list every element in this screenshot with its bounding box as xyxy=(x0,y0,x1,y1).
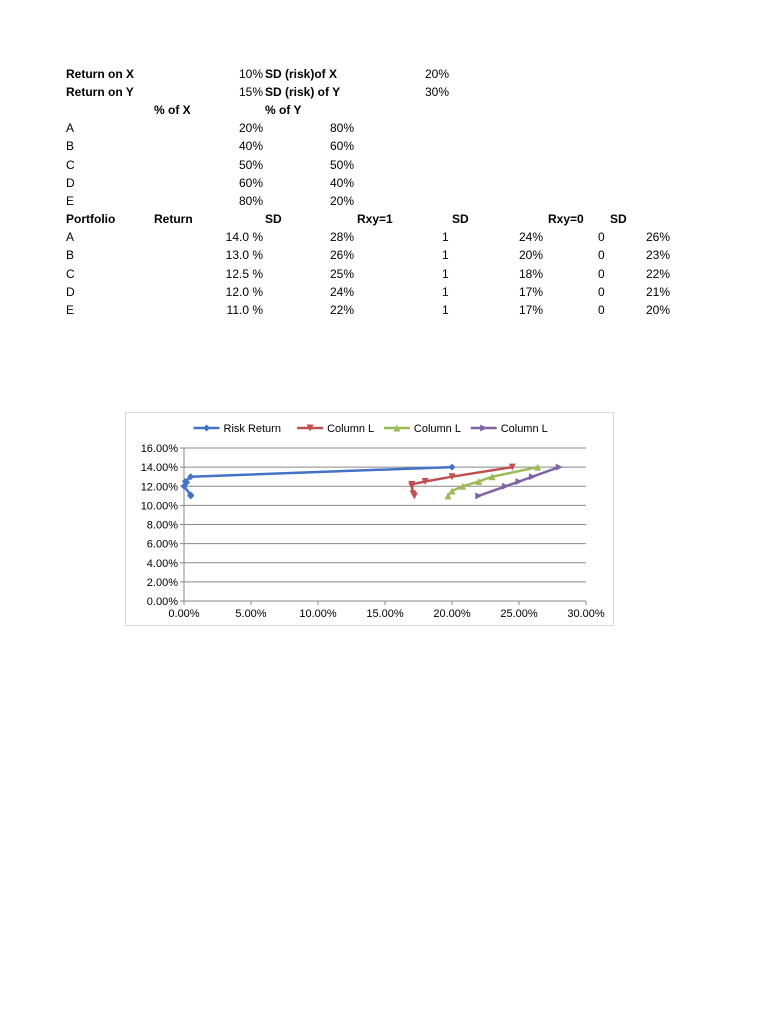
weights-name: E xyxy=(66,194,75,208)
row-sd3: 26% xyxy=(646,230,671,244)
row-rxy1: 1 xyxy=(442,230,449,244)
rxy0-header: Rxy=0 xyxy=(548,212,584,226)
row-sd: 25% xyxy=(330,267,355,281)
data-point xyxy=(556,464,563,471)
weights-name: A xyxy=(66,121,75,135)
row-sd: 24% xyxy=(330,285,355,299)
row-sd3: 23% xyxy=(646,248,671,262)
portfolio-header: Portfolio xyxy=(66,212,116,226)
y-tick-label: 2.00% xyxy=(146,576,178,589)
weights-name: C xyxy=(66,158,75,172)
row-rxy0: 0 xyxy=(598,285,605,299)
row-rxy0: 0 xyxy=(598,303,605,317)
weights-pct-y: 20% xyxy=(330,194,355,208)
row-sd: 28% xyxy=(330,230,355,244)
data-point xyxy=(475,492,482,499)
return-y-value: 15% xyxy=(238,85,263,99)
weights-pct-y: 40% xyxy=(330,176,355,190)
y-tick-label: 14.00% xyxy=(140,462,178,475)
row-sd: 26% xyxy=(330,248,355,262)
row-sd: 22% xyxy=(330,303,355,317)
weights-name: B xyxy=(66,139,75,153)
chart-svg xyxy=(126,413,613,625)
data-point xyxy=(516,478,523,485)
legend-label: Column L xyxy=(327,423,375,435)
sd3-header: SD xyxy=(610,212,627,226)
row-return: 13.0 % xyxy=(225,248,263,262)
sd2-header: SD xyxy=(452,212,469,226)
row-sd2: 18% xyxy=(519,267,544,281)
legend-label: Column L xyxy=(413,423,461,435)
x-tick-label: 10.00% xyxy=(299,608,337,620)
sd-x-value: 20% xyxy=(425,67,450,81)
y-tick-label: 0.00% xyxy=(146,596,178,608)
pct-y-header: % of Y xyxy=(265,103,302,117)
row-rxy1: 1 xyxy=(442,248,449,262)
row-name: B xyxy=(66,248,75,262)
row-name: A xyxy=(66,230,75,244)
row-sd3: 21% xyxy=(646,285,671,299)
legend-marker xyxy=(203,425,210,432)
row-rxy0: 0 xyxy=(598,267,605,281)
y-tick-label: 12.00% xyxy=(140,481,178,494)
row-rxy0: 0 xyxy=(598,230,605,244)
rxy1-header: Rxy=1 xyxy=(357,212,393,226)
row-rxy1: 1 xyxy=(442,267,449,281)
row-sd2: 24% xyxy=(519,230,544,244)
weights-pct-x: 60% xyxy=(238,176,263,190)
row-name: D xyxy=(66,285,75,299)
row-return: 14.0 % xyxy=(225,230,263,244)
sd-header: SD xyxy=(265,212,282,226)
row-name: C xyxy=(66,267,75,281)
weights-pct-x: 80% xyxy=(238,194,263,208)
return-x-label: Return on X xyxy=(66,67,134,81)
risk-return-chart[interactable] xyxy=(125,412,614,626)
x-tick-label: 30.00% xyxy=(567,608,605,620)
row-return: 12.0 % xyxy=(225,285,263,299)
row-sd2: 20% xyxy=(519,248,544,262)
row-sd2: 17% xyxy=(519,303,544,317)
legend-label: Column L xyxy=(500,423,548,435)
x-tick-label: 15.00% xyxy=(366,608,404,620)
y-tick-label: 16.00% xyxy=(140,443,178,455)
sd-y-value: 30% xyxy=(425,85,450,99)
y-tick-label: 6.00% xyxy=(146,538,178,551)
return-x-value: 10% xyxy=(238,67,263,81)
data-point xyxy=(411,492,418,499)
legend-label: Risk Return xyxy=(223,423,281,435)
weights-pct-y: 80% xyxy=(330,121,355,135)
x-tick-label: 25.00% xyxy=(500,608,538,620)
sd-x-label: SD (risk)of X xyxy=(265,67,338,81)
data-point xyxy=(502,483,509,490)
row-rxy0: 0 xyxy=(598,248,605,262)
y-tick-label: 4.00% xyxy=(146,557,178,570)
legend-marker xyxy=(480,425,487,432)
return-y-label: Return on Y xyxy=(66,85,134,99)
weights-pct-x: 40% xyxy=(238,139,263,153)
data-point xyxy=(529,473,536,480)
row-sd2: 17% xyxy=(519,285,544,299)
weights-pct-y: 50% xyxy=(330,158,355,172)
y-tick-label: 10.00% xyxy=(140,500,178,513)
row-sd3: 22% xyxy=(646,267,671,281)
row-return: 11.0 % xyxy=(226,303,263,317)
x-tick-label: 20.00% xyxy=(433,608,471,620)
row-return: 12.5 % xyxy=(225,267,263,281)
row-name: E xyxy=(66,303,75,317)
pct-x-header: % of X xyxy=(154,103,191,117)
weights-pct-y: 60% xyxy=(330,139,355,153)
row-sd3: 20% xyxy=(646,303,671,317)
y-tick-label: 8.00% xyxy=(146,519,178,532)
row-rxy1: 1 xyxy=(442,285,449,299)
x-tick-label: 0.00% xyxy=(168,608,200,620)
weights-pct-x: 20% xyxy=(238,121,263,135)
weights-pct-x: 50% xyxy=(238,158,263,172)
weights-name: D xyxy=(66,176,75,190)
data-point xyxy=(449,464,456,471)
row-rxy1: 1 xyxy=(442,303,449,317)
sd-y-label: SD (risk) of Y xyxy=(265,85,341,99)
return-header: Return xyxy=(154,212,193,226)
x-tick-label: 5.00% xyxy=(235,608,267,620)
